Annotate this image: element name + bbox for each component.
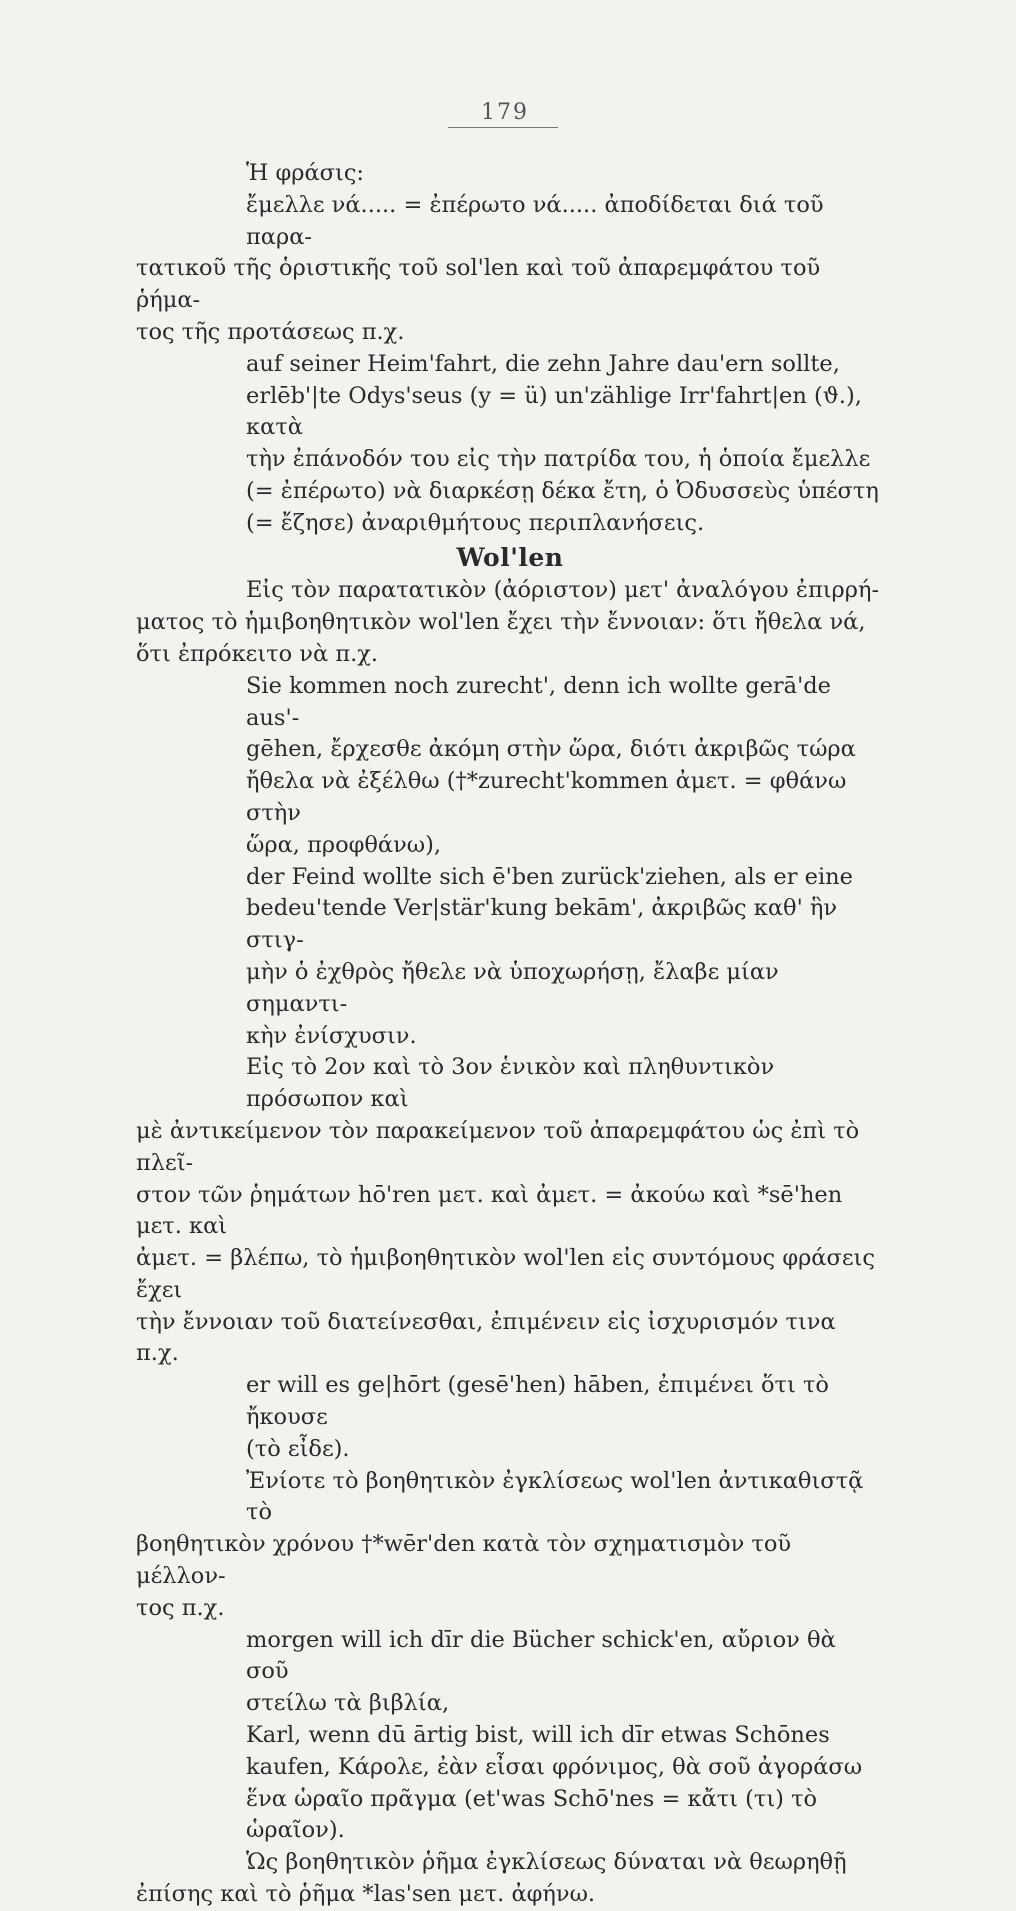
text-line: τος π.χ. bbox=[136, 1594, 225, 1621]
text-line: ματος τὸ ἡμιβοηθητικὸν wol'len ἔχει τὴν ἔννοιαν: ὅτι ἤθελα νά, bbox=[136, 609, 866, 636]
text-line: μὲ ἀντικείμενον τὸν παρακείμενον τοῦ ἀπαρεμφάτου ὡς ἐπὶ τὸ πλεῖ- bbox=[136, 1117, 860, 1176]
text-line: τὴν ἔννοιαν τοῦ διατείνεσθαι, ἐπιμένειν εἰς ἰσχυρισμόν τινα π.χ. bbox=[136, 1308, 836, 1367]
page-number-rule bbox=[448, 127, 558, 128]
text-line: ὥρα, προφθάνω), bbox=[246, 831, 442, 858]
text-line: gēhen, ἔρχεσθε ἀκόμη στὴν ὥρα, διότι ἀκριβῶς τώρα bbox=[246, 736, 856, 763]
text-line: ἤθελα νὰ ἐξέλθω (†*zurecht'kommen ἀμετ. = φθάνω στὴν bbox=[246, 768, 847, 826]
text-line: μὴν ὁ ἐχθρὸς ἤθελε νὰ ὑποχωρήσῃ, ἔλαβε μίαν σημαντι- bbox=[246, 958, 779, 1017]
text-line: ἕνα ὡραῖο πρᾶγμα (et'was Schō'nes = κἄτι (τι) τὸ ὡραῖον). bbox=[246, 1785, 818, 1844]
text-line: Ἡ φράσις: bbox=[246, 160, 365, 186]
text-line: ἔμελλε νά..... = ἐπέρωτο νά..... ἀποδίδεται διά τοῦ παρα- bbox=[246, 191, 824, 250]
text-line: στον τῶν ῥημάτων hō'ren μετ. καὶ ἀμετ. = ἀκούω καὶ *sē'hen μετ. καὶ bbox=[136, 1181, 843, 1240]
text-line: ἐπίσης καὶ τὸ ῥῆμα *las'sen μετ. ἀφήνω. bbox=[136, 1881, 596, 1908]
text-line: Sie kommen noch zurecht', denn ich wollte gerā'de aus'- bbox=[246, 672, 831, 731]
text-line: Εἰς τὸ 2ον καὶ τὸ 3ον ἑνικὸν καὶ πληθυντικὸν πρόσωπον καὶ bbox=[246, 1054, 775, 1113]
text-line: Εἰς τὸν παρατατικὸν (ἀόριστον) μετ' ἀναλόγου ἐπιρρή- bbox=[246, 577, 880, 604]
text-line: erlēb'|te Odys'seus (y = ü) un'zählige Irr'fahrt|en (ϑ.), κατὰ bbox=[246, 382, 862, 441]
text-line: er will es ge|hōrt (gesē'hen) hāben, ἐπιμένει ὅτι τὸ ἤκουσε bbox=[246, 1372, 829, 1431]
text-line: Ὡς βοηθητικὸν ῥῆμα ἐγκλίσεως δύναται νὰ θεωρηθῇ bbox=[246, 1849, 847, 1876]
text-line: ὅτι ἐπρόκειτο νὰ π.χ. bbox=[136, 640, 379, 667]
page-text bbox=[136, 158, 884, 1911]
text-line: ἀμετ. = βλέπω, τὸ ἡμιβοηθητικὸν wol'len εἰς συντόμους φράσεις ἔχει bbox=[136, 1245, 875, 1303]
text-line: der Feind wollte sich ē'ben zurück'ziehen, als er eine bbox=[246, 863, 853, 890]
text-line: κὴν ἐνίσχυσιν. bbox=[246, 1022, 417, 1049]
text-line: στείλω τὰ βιβλία, bbox=[246, 1690, 450, 1717]
section-title: Wol'len bbox=[456, 542, 564, 572]
text-line: kaufen, Κάρολε, ἐὰν εἶσαι φρόνιμος, θὰ σοῦ ἀγοράσω bbox=[246, 1753, 863, 1780]
text-line: (= ἔζησε) ἀναριθμήτους περιπλανήσεις. bbox=[246, 509, 705, 536]
text-line: τὴν ἐπάνοδόν του εἰς τὴν πατρίδα του, ἡ ὁποία ἔμελλε bbox=[246, 446, 871, 473]
text-line: Karl, wenn dū ārtig bist, will ich dīr etwas Schōnes bbox=[246, 1722, 830, 1749]
page-number: 179 bbox=[481, 100, 529, 125]
text-line: morgen will ich dīr die Bücher schick'en, αὔριον θὰ σοῦ bbox=[246, 1626, 836, 1685]
text-line: Ἐνίοτε τὸ βοηθητικὸν ἐγκλίσεως wol'len ἀντικαθιστᾷ τὸ bbox=[246, 1467, 864, 1526]
text-line: bedeu'tende Ver|stär'kung bekām', ἀκριβῶς καθ' ἣν στιγ- bbox=[246, 895, 838, 954]
text-line: (= ἐπέρωτο) νὰ διαρκέσῃ δέκα ἔτη, ὁ Ὀδυσσεὺς ὑπέστη bbox=[246, 477, 879, 504]
text-line: auf seiner Heim'fahrt, die zehn Jahre dau'ern sollte, bbox=[246, 350, 840, 377]
text-line: τος τῆς προτάσεως π.χ. bbox=[136, 318, 405, 345]
text-line: βοηθητικὸν χρόνου †*wēr'den κατὰ τὸν σχηματισμὸν τοῦ μέλλον- bbox=[136, 1531, 792, 1590]
text-line: τατικοῦ τῆς ὁριστικῆς τοῦ sol'len καὶ τοῦ ἀπαρεμφάτου τοῦ ῥήμα- bbox=[136, 255, 821, 314]
text-line: (τὸ εἶδε). bbox=[246, 1435, 350, 1462]
